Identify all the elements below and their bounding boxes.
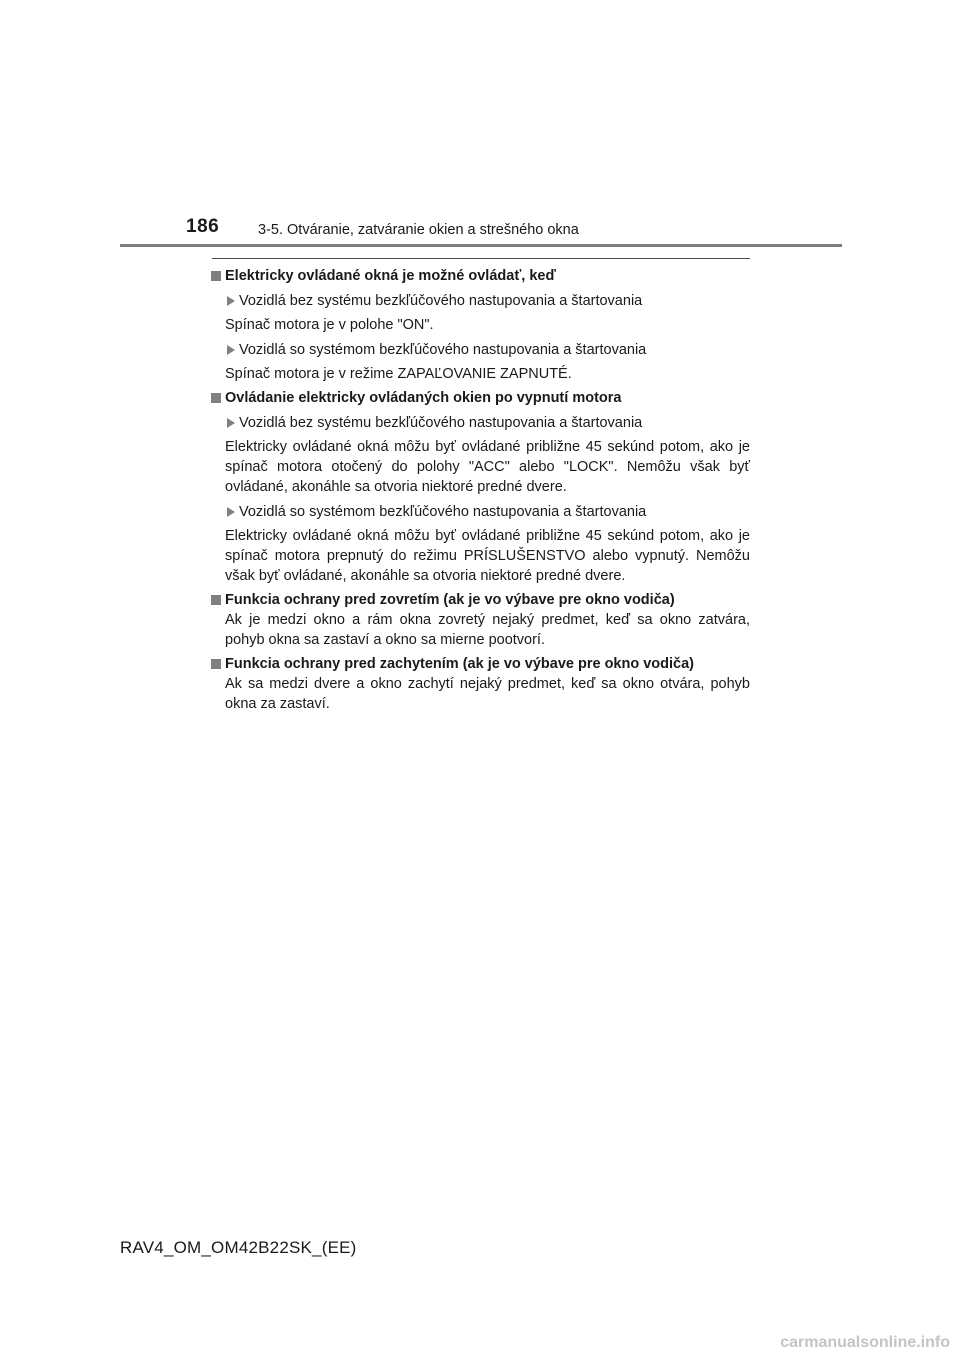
watermark: carmanualsonline.info [780, 1334, 950, 1351]
page-number: 186 [186, 216, 220, 237]
section-1 [210, 266, 750, 384]
section-heading [210, 266, 750, 286]
square-bullet-icon [211, 393, 221, 403]
paragraph: Elektricky ovládané okná môžu byť ovládané približne 45 sekúnd potom, ako je spínač motora prepnutý do režimu PRÍSLUŠENSTVO alebo vypnutý. Nemôžu však byť ovládané, akonáhle sa otvoria niektoré predné dvere. [225, 528, 750, 584]
sub-item [210, 413, 750, 433]
square-bullet-icon [211, 659, 221, 669]
sub-item-text: Vozidlá bez systému bezkľúčového nastupovania a štartovania [239, 415, 643, 431]
square-bullet-icon [211, 271, 221, 281]
paragraph: Ak sa medzi dvere a okno zachytí nejaký predmet, keď sa okno otvára, pohyb okna za zastaví. [225, 676, 750, 712]
square-bullet-icon [211, 595, 221, 605]
heading-text: Funkcia ochrany pred zovretím (ak je vo výbave pre okno vodiča) [225, 592, 675, 608]
triangle-bullet-icon [227, 296, 235, 306]
paragraph: Elektricky ovládané okná môžu byť ovládané približne 45 sekúnd potom, ako je spínač motora otočený do polohy "ACC" alebo "LOCK". Nemôžu však byť ovládané, akonáhle sa otvoria niektoré predné dvere. [225, 439, 750, 495]
top-rule [212, 258, 750, 259]
section-heading [210, 388, 750, 408]
paragraph: Spínač motora je v režime ZAPAĽOVANIE ZAPNUTÉ. [225, 366, 572, 382]
section-heading [210, 590, 750, 610]
sub-item-text: Vozidlá so systémom bezkľúčového nastupovania a štartovania [239, 342, 647, 358]
section-2 [210, 388, 750, 586]
header-rule [120, 244, 842, 247]
sub-item [210, 502, 750, 522]
sub-item [210, 291, 750, 311]
heading-text: Elektricky ovládané okná je možné ovládať, keď [225, 268, 556, 284]
section-title: 3-5. Otváranie, zatváranie okien a strešného okna [258, 222, 579, 238]
content [210, 258, 750, 714]
paragraph: Ak je medzi okno a rám okna zovretý nejaký predmet, keď sa okno zatvára, pohyb okna sa zastaví a okno sa mierne pootvorí. [225, 612, 750, 648]
triangle-bullet-icon [227, 345, 235, 355]
heading-text: Ovládanie elektricky ovládaných okien po vypnutí motora [225, 390, 622, 406]
section-heading [210, 654, 750, 674]
heading-text: Funkcia ochrany pred zachytením (ak je vo výbave pre okno vodiča) [225, 656, 694, 672]
sub-item-text: Vozidlá so systémom bezkľúčového nastupovania a štartovania [239, 504, 647, 520]
section-3 [210, 590, 750, 650]
triangle-bullet-icon [227, 418, 235, 428]
footer-code: RAV4_OM_OM42B22SK_(EE) [120, 1238, 357, 1257]
section-4 [210, 654, 750, 714]
paragraph: Spínač motora je v polohe "ON". [225, 317, 434, 333]
sub-item [210, 340, 750, 360]
triangle-bullet-icon [227, 507, 235, 517]
sub-item-text: Vozidlá bez systému bezkľúčového nastupovania a štartovania [239, 293, 643, 309]
